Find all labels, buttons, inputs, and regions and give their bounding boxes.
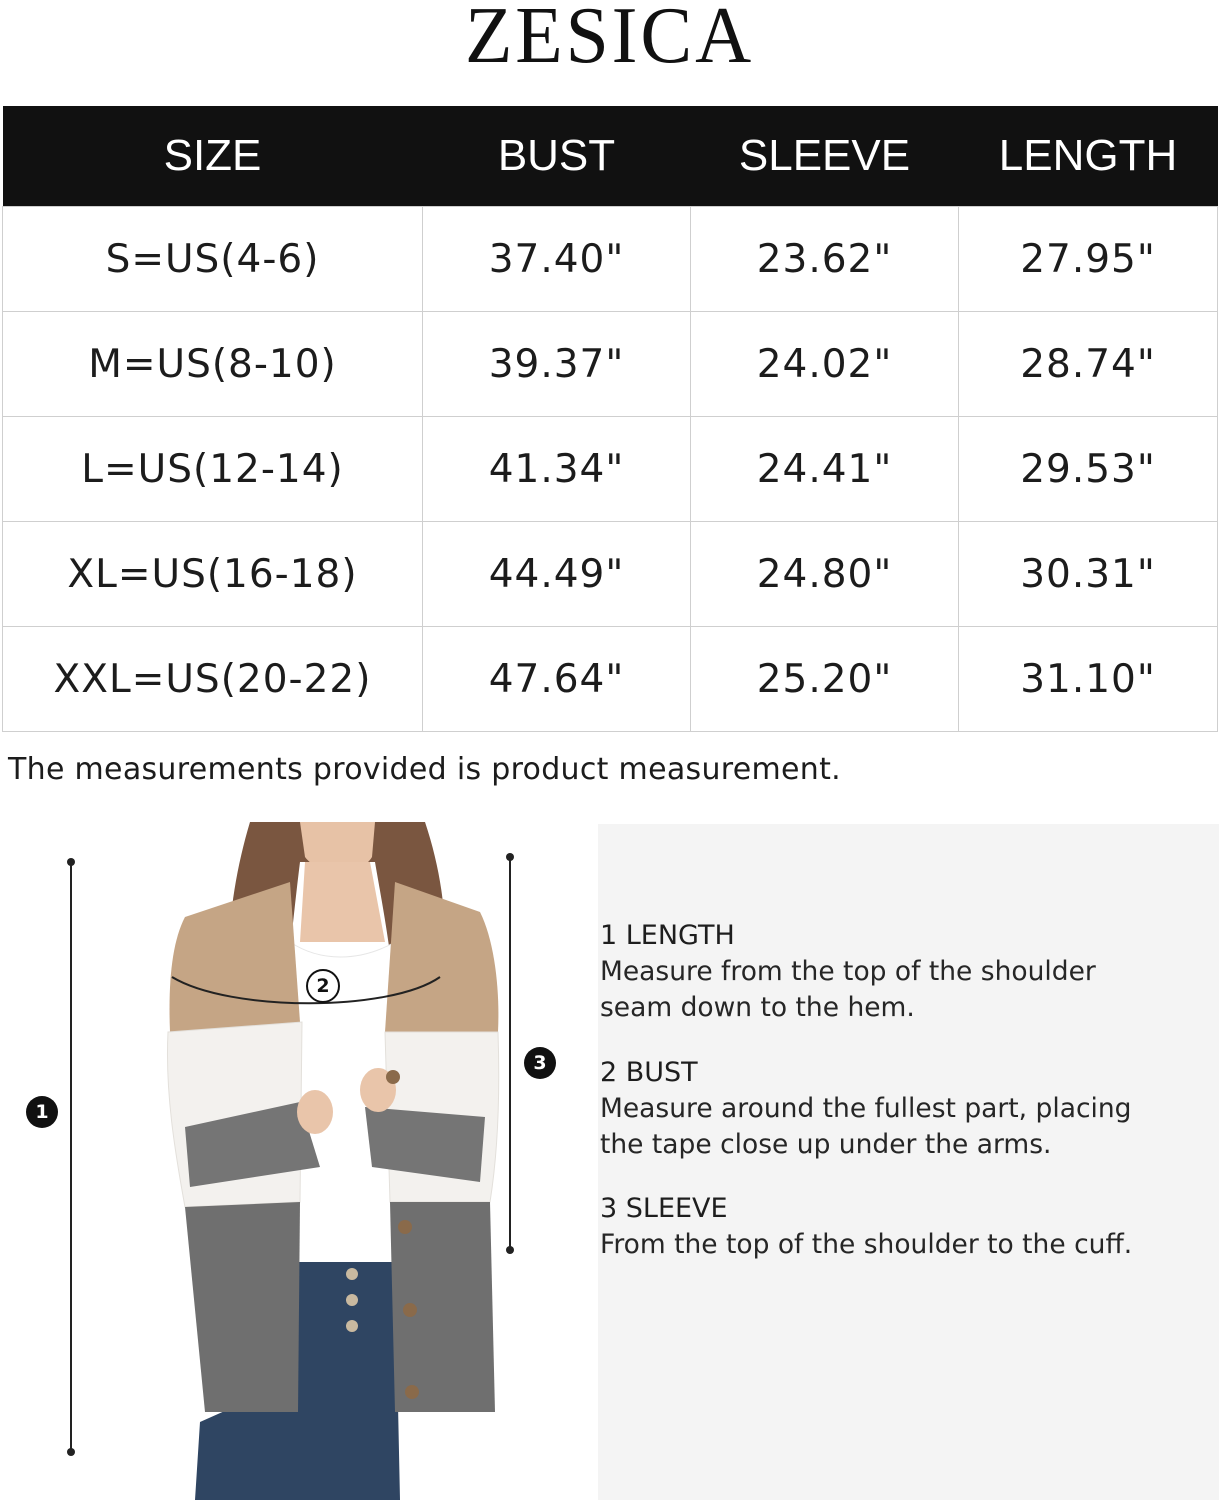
cell-size: XL=US(16-18) — [3, 522, 423, 627]
brand-logo: ZESICA — [464, 0, 755, 80]
size-chart-table — [2, 106, 1218, 732]
table-row — [3, 627, 1218, 732]
jeans-button — [346, 1268, 358, 1280]
measurement-note: The measurements provided is product measurement. — [8, 752, 841, 787]
cell-length: 29.53" — [959, 417, 1218, 522]
cell-sleeve: 24.80" — [691, 522, 959, 627]
jeans-button — [346, 1320, 358, 1332]
measurement-guide-panel — [598, 824, 1219, 1500]
cell-bust: 44.49" — [423, 522, 691, 627]
table-row — [3, 417, 1218, 522]
cell-size: S=US(4-6) — [3, 207, 423, 312]
marker-3-badge: 3 — [524, 1047, 556, 1079]
cell-sleeve: 24.41" — [691, 417, 959, 522]
cell-size: M=US(8-10) — [3, 312, 423, 417]
guide-bust-desc-line1: Measure around the fullest part, placing — [600, 1093, 1132, 1124]
header-length: LENGTH — [959, 106, 1218, 207]
table-header-row — [3, 106, 1218, 207]
left-hand — [297, 1090, 333, 1134]
cell-length: 28.74" — [959, 312, 1218, 417]
table-row — [3, 312, 1218, 417]
guide-bust-desc-line2: the tape close up under the arms. — [600, 1129, 1052, 1160]
cell-bust: 41.34" — [423, 417, 691, 522]
cardigan-button — [403, 1303, 417, 1317]
cell-sleeve: 25.20" — [691, 627, 959, 732]
cell-sleeve: 23.62" — [691, 207, 959, 312]
cell-length: 27.95" — [959, 207, 1218, 312]
marker-1-badge: 1 — [26, 1096, 58, 1128]
cell-length: 30.31" — [959, 522, 1218, 627]
cardigan-button — [398, 1220, 412, 1234]
guide-bust — [600, 1055, 1160, 1163]
guide-sleeve — [600, 1191, 1160, 1263]
guide-sleeve-desc-line1: From the top of the shoulder to the cuff. — [600, 1229, 1133, 1260]
cardigan-left-tan — [170, 882, 300, 1032]
cell-bust: 39.37" — [423, 312, 691, 417]
cardigan-right-tan — [385, 882, 498, 1032]
guide-length — [600, 918, 1160, 1026]
model-illustration — [0, 822, 598, 1500]
cardigan-button — [405, 1385, 419, 1399]
neck-shape — [300, 862, 385, 942]
guide-bust-title: 2 BUST — [600, 1057, 698, 1088]
header-bust: BUST — [423, 106, 691, 207]
guide-length-title: 1 LENGTH — [600, 920, 735, 951]
table-row — [3, 522, 1218, 627]
cardigan-button — [386, 1070, 400, 1084]
cell-bust: 47.64" — [423, 627, 691, 732]
table-row — [3, 207, 1218, 312]
header-sleeve: SLEEVE — [691, 106, 959, 207]
cell-sleeve: 24.02" — [691, 312, 959, 417]
cardigan-left-gray — [185, 1202, 300, 1412]
cell-bust: 37.40" — [423, 207, 691, 312]
product-photo-area — [0, 822, 598, 1500]
header-size: SIZE — [3, 106, 423, 207]
guide-sleeve-title: 3 SLEEVE — [600, 1193, 728, 1224]
guide-length-desc-line1: Measure from the top of the shoulder — [600, 956, 1096, 987]
marker-2-badge: 2 — [306, 969, 340, 1003]
cell-size: XXL=US(20-22) — [3, 627, 423, 732]
guide-length-desc-line2: seam down to the hem. — [600, 992, 915, 1023]
jeans-button — [346, 1294, 358, 1306]
cell-size: L=US(12-14) — [3, 417, 423, 522]
cell-length: 31.10" — [959, 627, 1218, 732]
